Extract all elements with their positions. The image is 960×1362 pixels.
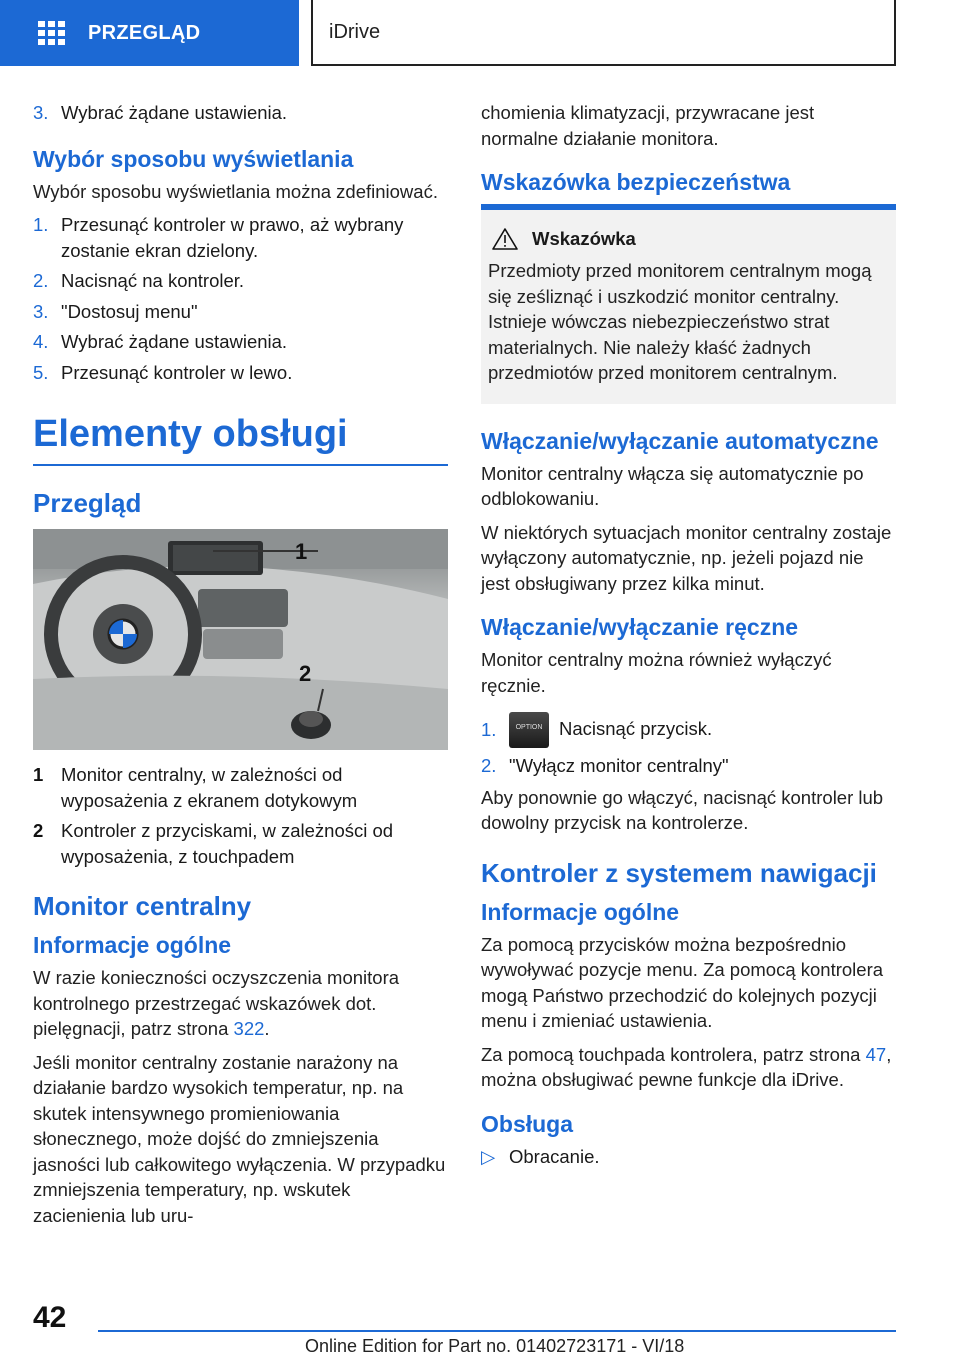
page-number: 42 bbox=[33, 1301, 67, 1334]
step-number: 2. bbox=[481, 755, 497, 776]
list-item bbox=[481, 753, 896, 779]
left-column bbox=[33, 100, 448, 1236]
step-text: Wybrać żądane ustawienia. bbox=[61, 102, 288, 123]
paragraph-display-mode: Wybór sposobu wyświetlania można zdefiniować. bbox=[33, 180, 438, 202]
list-item bbox=[33, 299, 448, 325]
callout-2: 2 bbox=[299, 661, 312, 686]
step-number: 5. bbox=[33, 361, 49, 383]
paragraph-manual-after: Aby ponownie go włączyć, nacisnąć kontroler lub dowolny przycisk na kontrolerze. bbox=[481, 786, 884, 833]
heading-safety: Wskazówka bezpieczeństwa bbox=[481, 169, 791, 195]
manual-step-list bbox=[481, 712, 896, 779]
care-text-end: . bbox=[264, 1018, 270, 1039]
section-tab-label: PRZEGLĄD bbox=[88, 21, 201, 44]
list-item bbox=[33, 268, 448, 294]
step-text: "Wyłącz monitor centralny" bbox=[509, 755, 729, 776]
heading-manual-onoff: Włączanie/wyłączanie ręczne bbox=[481, 614, 799, 640]
page-link-47[interactable]: 47 bbox=[865, 1043, 887, 1065]
step-list-continued bbox=[33, 100, 448, 126]
heading-central-monitor: Monitor centralny bbox=[33, 891, 252, 921]
warning-box bbox=[481, 204, 896, 404]
list-item bbox=[481, 712, 896, 748]
figure-legend bbox=[33, 762, 448, 869]
legend-text: Kontroler z przyciskami, w zależności od wyposażenia, z touchpadem bbox=[61, 820, 394, 867]
heading-general-info-2: Informacje ogólne bbox=[481, 898, 680, 925]
step-text: Nacisnąć na kontroler. bbox=[61, 270, 245, 291]
chapter-heading: Elementy obsługi bbox=[33, 413, 448, 466]
heading-overview: Przegląd bbox=[33, 488, 142, 518]
warning-text: Przedmioty przed monitorem centralnym mogą się ześliznąć i uszkodzić monitor centralny. Istnieje wówczas niebezpieczeństwo strat materialnych. Nie należy kłaść żadnych przedmiotów przed monitorem centralnym. bbox=[488, 260, 872, 383]
dashboard-illustration bbox=[33, 529, 448, 750]
step-number: 3. bbox=[33, 300, 49, 322]
legend-item bbox=[33, 818, 448, 869]
legend-number: 2 bbox=[33, 820, 44, 841]
warning-triangle-icon bbox=[492, 228, 518, 250]
page-header bbox=[0, 0, 960, 66]
step-number: 2. bbox=[33, 270, 49, 291]
step-text: Wybrać żądane ustawienia. bbox=[61, 331, 288, 352]
right-column bbox=[481, 100, 896, 1175]
edition-text: Online Edition for Part no. 01402723171 - VI/18 bbox=[305, 1336, 685, 1356]
chapter-title-box bbox=[311, 0, 896, 66]
list-item bbox=[33, 100, 448, 126]
step-number: 4. bbox=[33, 331, 49, 352]
list-item bbox=[33, 212, 448, 263]
callout-1: 1 bbox=[295, 539, 308, 564]
step-text: Przesunąć kontroler w prawo, aż wybrany zostanie ekran dzielony. bbox=[61, 214, 404, 261]
grid-menu-icon bbox=[38, 21, 66, 45]
bullet-list bbox=[481, 1144, 896, 1170]
list-item bbox=[33, 329, 448, 355]
list-item bbox=[481, 1144, 896, 1170]
legend-number: 1 bbox=[33, 764, 44, 785]
nav-text-end: , można obsługiwać pewne funkcje dla iDrive. bbox=[481, 1043, 892, 1090]
option-button-icon: OPTION bbox=[509, 712, 549, 748]
step-number: 3. bbox=[33, 102, 49, 123]
heading-display-mode: Wybór sposobu wyświetlania bbox=[33, 145, 354, 172]
paragraph-heat: Jeśli monitor centralny zostanie narażony na działanie bardzo wysokich temperatur, np. na skutek intensywnego promieniowania słonecznego, może dojść do zmniejszenia jasności lub całkowitego wyłączenia. W przypadku zmniejszenia temperatury, np. wskutek zacienienia lub uru- bbox=[33, 1051, 446, 1226]
care-text: W razie konieczności oczyszczenia monitora kontrolnego przestrzegać wskazówek dot. pielęgnacji, patrz strona bbox=[33, 967, 400, 1039]
paragraph-nav-2 bbox=[481, 1042, 896, 1093]
paragraph-care bbox=[33, 965, 448, 1042]
heading-auto-onoff: Włączanie/wyłączanie automatyczne bbox=[481, 427, 879, 454]
footer-divider bbox=[98, 1330, 896, 1332]
heading-operation: Obsługa bbox=[481, 1110, 574, 1137]
chapter-title: iDrive bbox=[329, 20, 381, 43]
step-list bbox=[33, 212, 448, 385]
paragraph-auto-1: Monitor centralny włącza się automatycznie po odblokowaniu. bbox=[481, 462, 864, 509]
paragraph-manual: Monitor centralny można również wyłączyć ręcznie. bbox=[481, 649, 832, 696]
legend-item bbox=[33, 762, 448, 813]
step-number: 1. bbox=[33, 214, 49, 235]
paragraph-continued: chomienia klimatyzacji, przywracane jest normalne działanie monitora. bbox=[481, 102, 815, 149]
page-link-322[interactable]: 322 bbox=[233, 1018, 265, 1039]
bullet-text: Obracanie. bbox=[509, 1145, 600, 1167]
paragraph-auto-2: W niektórych sytuacjach monitor centralny zostaje wyłączony automatycznie, np. jeżeli pojazd nie jest obsługiwany przez kilka minut. bbox=[481, 521, 892, 594]
section-tab[interactable] bbox=[0, 0, 299, 66]
warning-header bbox=[488, 228, 889, 250]
bullet-triangle-icon: ▷ bbox=[481, 1145, 496, 1167]
step-text: Nacisnąć przycisk. bbox=[559, 717, 713, 739]
paragraph-nav-1: Za pomocą przycisków można bezpośrednio wywoływać pozycje menu. Za pomocą kontrolera mogą Państwo przechodzić do kolejnych pozycji menu i zmieniać ustawienia. bbox=[481, 933, 884, 1031]
step-text: "Dostosuj menu" bbox=[61, 300, 198, 322]
warning-title: Wskazówka bbox=[532, 228, 636, 249]
list-item bbox=[33, 360, 448, 386]
step-text: Przesunąć kontroler w lewo. bbox=[61, 361, 293, 383]
step-number: 1. bbox=[481, 719, 497, 741]
nav-text: Za pomocą touchpada kontrolera, patrz strona bbox=[481, 1043, 861, 1065]
heading-general-info: Informacje ogólne bbox=[33, 932, 232, 958]
dashboard-figure bbox=[33, 529, 448, 750]
heading-controller-nav: Kontroler z systemem nawigacji bbox=[481, 857, 877, 888]
legend-text: Monitor centralny, w zależności od wyposażenia z ekranem dotykowym bbox=[61, 764, 358, 811]
